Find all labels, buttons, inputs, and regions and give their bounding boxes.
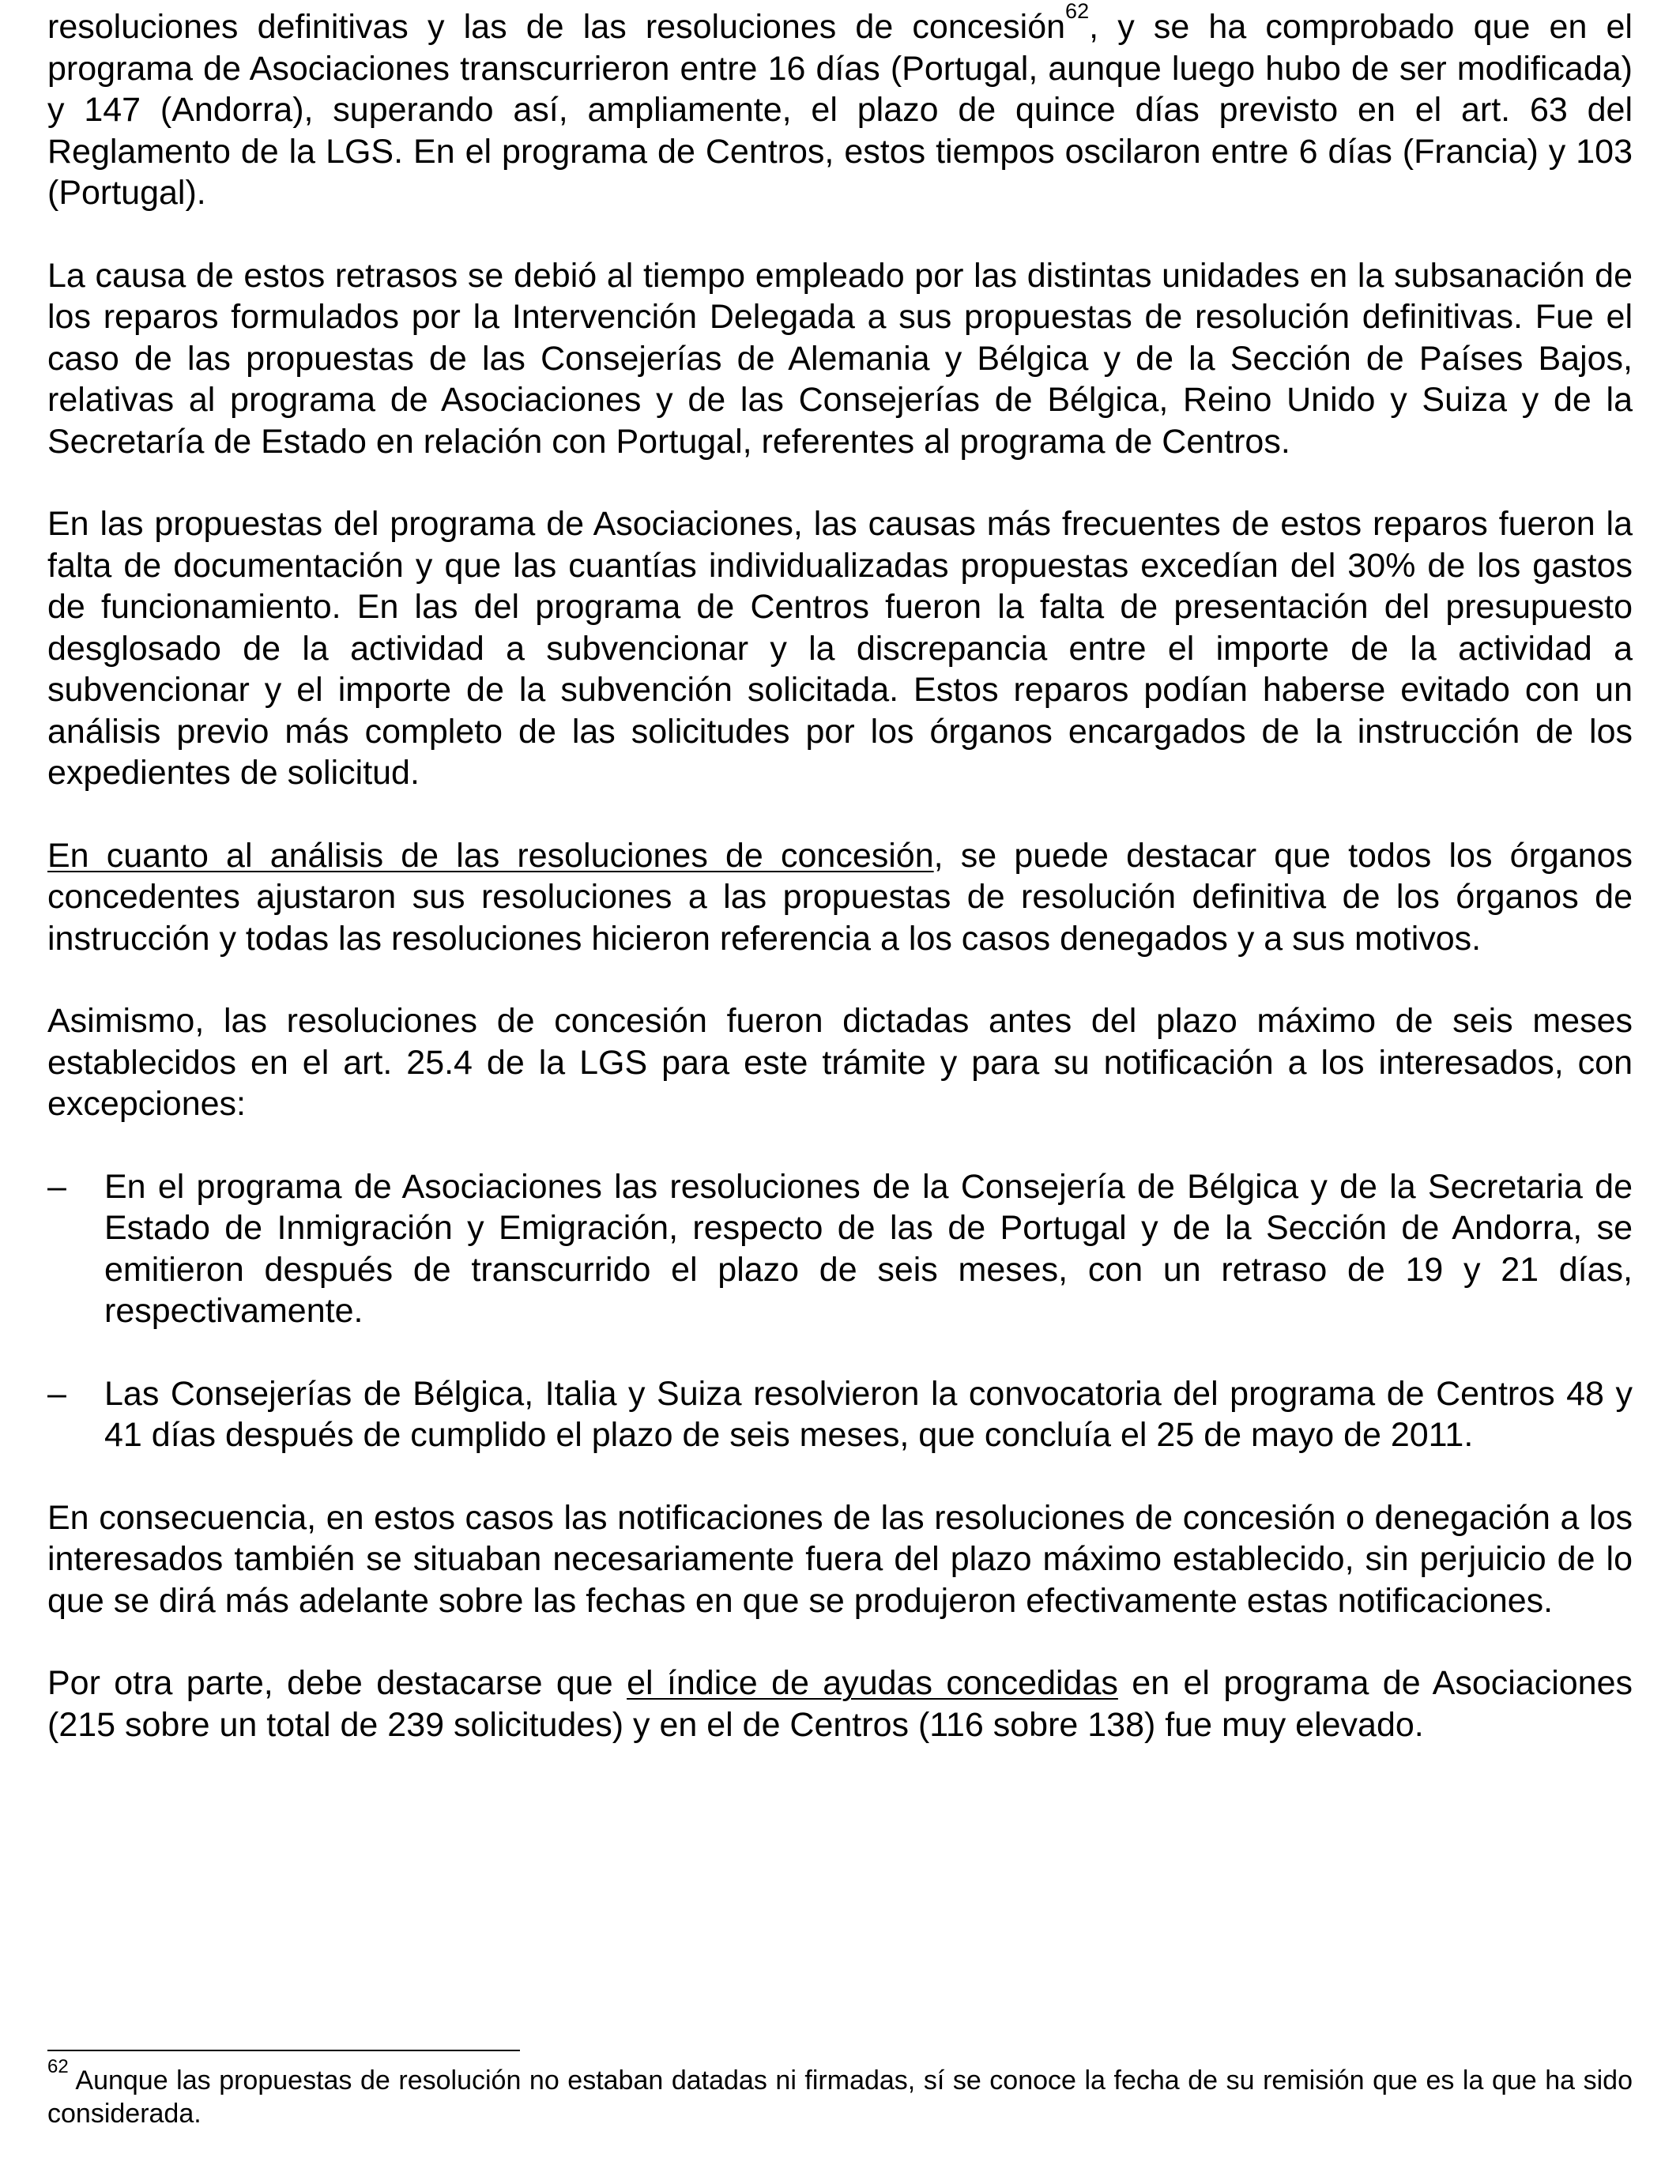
paragraph-7: [47, 1662, 1633, 1745]
paragraph-1-end: , y se ha comprobado que en el programa de Asociaciones transcurrieron entre 16 días (Portugal, aunque luego hubo de ser modificada) y 147 (Andorra), superando así, ampliamente, el plazo de quince días previsto en el art. 63 del Reglamento de la LGS. En el programa de Centros, estos tiempos oscilaron entre 6 días (Francia) y 103 (Portugal).: [47, 8, 1633, 212]
paragraph-7-start: Por otra parte, debe destacarse que: [47, 1664, 627, 1702]
body-text: [47, 0, 1633, 1787]
paragraph-1: [47, 0, 1633, 214]
paragraph-4-rest: , se puede destacar que todos los órganos concedentes ajustaron sus resoluciones a las propuestas de resolución definitiva de los órganos de instrucción y todas las resoluciones hicieron referencia a los casos denegados y a sus motivos.: [47, 836, 1633, 958]
footnote: [47, 2056, 1633, 2130]
paragraph-7-end: en el programa de Asociaciones (215 sobre un total de 239 solicitudes) y en el de Centros (116 sobre 138) fue muy elevado.: [47, 1664, 1633, 1744]
list-item: [47, 1373, 1633, 1456]
paragraph-4: [47, 835, 1633, 960]
paragraph-3: En las propuestas del programa de Asociaciones, las causas más frecuentes de estos reparos fueron la falta de documentación y que las cuantías individualizadas propuestas excedían del 30% de los gastos de funcionamiento. En las del programa de Centros fueron la falta de presentación del presupuesto desglosado de la actividad a subvencionar y la discrepancia entre el importe de la actividad a subvencionar y el importe de la subvención solicitada. Estos reparos podían haberse evitado con un análisis previo más completo de las solicitudes por los órganos encargados de la instrucción de los expedientes de solicitud.: [47, 505, 1633, 792]
footnote-text: Aunque las propuestas de resolución no estaban datadas ni firmadas, sí se conoce la fecha de su remisión que es la que ha sido considerada.: [47, 2065, 1633, 2129]
paragraph-6: En consecuencia, en estos casos las notificaciones de las resoluciones de concesión o denegación a los interesados también se situaban necesariamente fuera del plazo máximo establecido, sin perjuicio de lo que se dirá más adelante sobre las fechas en que se produjeron efectivamente estas notificaciones.: [47, 1498, 1633, 1620]
footnote-reference[interactable]: 62: [1065, 0, 1090, 23]
list-item-text: En el programa de Asociaciones las resoluciones de la Consejería de Bélgica y de la Secretaria de Estado de Inmigración y Emigración, respecto de las de Portugal y de la Sección de Andorra, se emitieron después de transcurrido el plazo de seis meses, con un retraso de 19 y 21 días, respectivamente.: [104, 1167, 1633, 1330]
underlined-heading-phrase: En cuanto al análisis de las resoluciones de concesión: [47, 836, 934, 875]
footnote-number: 62: [47, 2056, 69, 2077]
list-item-text: Las Consejerías de Bélgica, Italia y Suiza resolvieron la convocatoria del programa de Centros 48 y 41 días después de cumplido el plazo de seis meses, que concluía el 25 de mayo de 2011.: [104, 1374, 1633, 1454]
underlined-phrase: el índice de ayudas concedidas: [627, 1664, 1118, 1702]
list-item: [47, 1166, 1633, 1332]
paragraph-5: Asimismo, las resoluciones de concesión fueron dictadas antes del plazo máximo de seis meses establecidos en el art. 25.4 de la LGS para este trámite y para su notificación a los interesados, con excepciones:: [47, 1002, 1633, 1123]
dash-bullet-icon: –: [47, 1374, 66, 1413]
footnote-separator: [47, 2050, 520, 2051]
dash-bullet-icon: –: [47, 1167, 66, 1206]
paragraph-1-start: resoluciones definitivas y las de las resoluciones de concesión: [47, 8, 1066, 46]
paragraph-2: La causa de estos retrasos se debió al tiempo empleado por las distintas unidades en la subsanación de los reparos formulados por la Intervención Delegada a sus propuestas de resolución definitivas. Fue el caso de las propuestas de las Consejerías de Alemania y Bélgica y de la Sección de Países Bajos, relativas al programa de Asociaciones y de las Consejerías de Bélgica, Reino Unido y Suiza y de la Secretaría de Estado en relación con Portugal, referentes al programa de Centros.: [47, 256, 1633, 461]
